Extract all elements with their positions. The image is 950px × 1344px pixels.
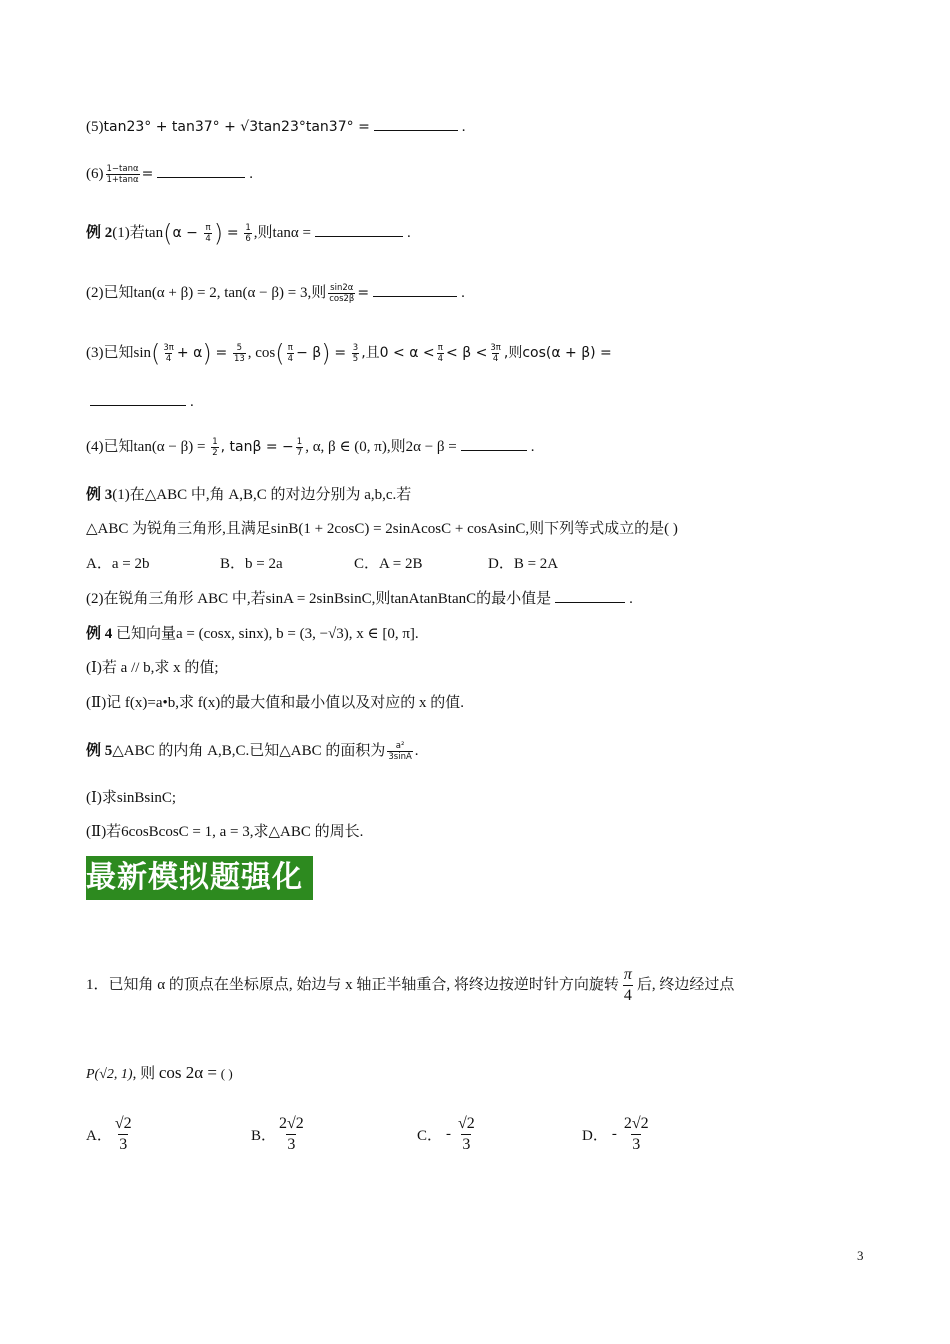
ex2-p3-c2-num: 3π — [490, 343, 501, 354]
q6-num: 1−tanα — [106, 164, 139, 175]
ex4-p2: (Ⅱ)记 f(x)=a•b,求 f(x)的最大值和最小值以及对应的 x 的值. — [86, 695, 465, 711]
answer-blank[interactable] — [374, 116, 458, 131]
q1-option-c-den: 3 — [462, 1136, 471, 1153]
question-6 — [86, 163, 253, 185]
q1-option-a-label: A． — [86, 1128, 112, 1144]
ex2-p1-vden: 6 — [245, 234, 251, 245]
q1-option-c-label: C． — [417, 1128, 443, 1144]
ex2-p2-den: cos2β — [329, 294, 355, 305]
answer-blank[interactable] — [315, 222, 403, 237]
ex5-den: 3sinA — [388, 752, 412, 763]
ex2-p1-pre: (1)若tan — [112, 225, 164, 241]
ex2-p4-d1: 2 — [212, 448, 218, 459]
ex2-p1-eq: = — [226, 225, 239, 241]
ex2-p1-fnum: π — [205, 223, 211, 234]
q6-den: 1+tanα — [106, 175, 139, 186]
example-2-part-1: 例 2(1)若tan(α − $\frac{\pi}{4}$ ) = $\frac{1}{6}$ ,则tanα = . — [86, 219, 411, 248]
q1-option-d-label: D． — [582, 1128, 608, 1144]
example-2-part-2 — [86, 282, 465, 304]
example-3-part-1 — [86, 484, 411, 506]
q1-option-a-den: 3 — [119, 1136, 128, 1153]
example-2-part-3: (3)已知sin( $\frac{3\pi}{4}$ + α) = $\frac{5}{13}$ , cos( $\frac{\pi}{4}$ − β) = $\frac{3}{5}$ ,且0 < α < $\frac{\pi}{4}$ < β < $\frac{3\pi}{4}$ ,则cos(α + β) = — [86, 339, 612, 368]
q6-end: . — [249, 166, 254, 182]
ex2-p4-tail: , α, β ∈ (0, π),则2α − β = — [305, 439, 457, 455]
question-5 — [86, 116, 466, 138]
ex2-p3-eq1: = — [215, 345, 228, 361]
ex2-p3-a-rest: + α — [176, 345, 203, 361]
ex2-p3-v1-num: 5 — [236, 343, 243, 354]
q1-option-b-num: 2√2 — [279, 1115, 304, 1132]
ex2-p4-mid: , tanβ = − — [220, 439, 294, 455]
example-4 — [86, 623, 419, 645]
ex2-p3-v2-den: 5 — [352, 354, 359, 365]
q6-eq: = — [141, 166, 154, 182]
example-5-title: 例 5 — [86, 743, 113, 759]
ex5-text: △ABC 的内角 A,B,C.已知△ABC 的面积为 — [112, 743, 386, 759]
example-2-part-4 — [86, 436, 535, 458]
q5-label: (5) — [86, 119, 104, 135]
ex2-p4-n1: 1 — [212, 437, 218, 448]
q5-end: . — [461, 119, 466, 135]
ex5-end: . — [414, 743, 419, 759]
section-banner: 最新模拟题强化 — [86, 856, 313, 900]
ex2-p2-pre: (2)已知tan(α + β) = 2, tan(α − β) = 3,则 — [86, 285, 327, 301]
ex2-p1-then: ,则tanα = — [253, 225, 311, 241]
q1-option-b-label: B． — [251, 1128, 277, 1144]
example-4-part-2 — [86, 692, 464, 714]
ex2-p2-eq: = — [357, 285, 370, 301]
question-1 — [86, 960, 734, 1010]
q1-option-d[interactable] — [582, 1114, 652, 1155]
ex2-p4-n2: 1 — [296, 437, 303, 448]
ex2-p2-num: sin2α — [330, 283, 354, 294]
ex2-p4-pre: (4)已知tan(α − β) = — [86, 439, 206, 455]
example-5-part-2 — [86, 821, 363, 843]
ex3-p2: (2)在锐角三角形 ABC 中,若sinA = 2sinBsinC,则tanAtanBtanC的最小值是 — [86, 591, 552, 607]
ex2-p3-a-den: 4 — [165, 354, 172, 365]
ex2-p1-vnum: 1 — [245, 223, 251, 234]
ex2-p3-a-num: 3π — [163, 343, 174, 354]
example-3-title: 例 3 — [86, 487, 113, 503]
ex2-p3-b-rest: − β — [296, 345, 322, 361]
ex2-p1-end: . — [406, 225, 411, 241]
answer-blank[interactable] — [373, 282, 457, 297]
ex4-p1: (Ⅰ)若 a // b,求 x 的值; — [86, 660, 219, 676]
q1-option-d-sign: - — [611, 1126, 617, 1142]
ex2-p3-b-num: π — [287, 343, 293, 354]
q1-paren: ( ) — [220, 1066, 233, 1081]
example-3-part-2 — [86, 588, 633, 610]
example-2-part-3-answer — [86, 391, 194, 413]
ex2-p4-end: . — [530, 439, 535, 455]
ex3-p1a: (1)在△ABC 中,角 A,B,C 的对边分别为 a,b,c.若 — [112, 487, 412, 503]
q1-rot-num: π — [623, 965, 632, 983]
option-d[interactable]: D．B = 2A — [488, 556, 559, 572]
q1-option-a[interactable] — [86, 1114, 135, 1155]
q1-expr: cos 2α = — [158, 1063, 217, 1082]
example-3-options — [86, 553, 608, 575]
example-5-part-1 — [86, 787, 176, 809]
ex2-p3-c1-num: π — [437, 343, 443, 354]
example-3-part-1-cont — [86, 518, 678, 540]
ex2-p3-pre: (3)已知sin — [86, 345, 151, 361]
q1-option-c[interactable] — [417, 1114, 478, 1155]
q1-option-a-num: √2 — [114, 1115, 132, 1132]
q1-text-a: 1．已知角 α 的顶点在坐标原点, 始边与 x 轴正半轴重合, 将终边按逆时针方向旋转 — [86, 977, 619, 993]
q1-rot-den: 4 — [623, 986, 632, 1004]
answer-blank[interactable] — [555, 588, 625, 603]
example-4-title: 例 4 — [86, 626, 113, 642]
q6-fraction — [106, 164, 140, 185]
example-2-title: 例 2 — [86, 225, 113, 241]
q5-expr: tan23° + tan37° + √3tan23°tan37° = — [103, 119, 370, 135]
ex2-p3-b-den: 4 — [287, 354, 294, 365]
ex2-p3-tail: ,则cos(α + β) = — [503, 345, 612, 361]
q1-point: P(√2, 1) — [86, 1067, 133, 1082]
q1-text-b: 后, 终边经过点 — [636, 977, 735, 993]
q1-option-c-num: √2 — [458, 1115, 475, 1132]
ex3-p2-end: . — [629, 591, 633, 607]
option-a[interactable]: A．a = 2b — [86, 556, 150, 572]
answer-blank[interactable] — [461, 436, 527, 451]
answer-blank[interactable] — [90, 391, 186, 406]
ex2-p4-d2: 7 — [296, 448, 303, 459]
ex3-p1b: △ABC 为锐角三角形,且满足sinB(1 + 2cosC) = 2sinAcosC + cosAsinC,则下列等式成立的是( ) — [86, 521, 678, 537]
option-b[interactable]: B．b = 2a — [220, 556, 283, 572]
q1-option-d-num: 2√2 — [623, 1115, 649, 1132]
ex2-p1-fden: 4 — [205, 234, 211, 245]
ex2-p3-mid: < β < — [446, 345, 488, 361]
answer-blank[interactable] — [157, 163, 245, 178]
q1-then: , 则 — [132, 1066, 156, 1082]
ex2-p3-cos: , cos — [247, 345, 276, 361]
ex2-p3-c2-den: 4 — [492, 354, 499, 365]
ex5-p2: (Ⅱ)若6cosBcosC = 1, a = 3,求△ABC 的周长. — [86, 824, 364, 840]
ex2-p3-end: . — [190, 394, 194, 410]
ex2-p3-v1-den: 13 — [233, 354, 245, 365]
q6-label: (6) — [86, 166, 104, 182]
option-c[interactable]: C．A = 2B — [354, 556, 423, 572]
question-1-cont — [86, 1062, 233, 1086]
ex5-num: a² — [395, 741, 405, 752]
ex2-p2-end: . — [461, 285, 465, 301]
q1-option-b[interactable] — [251, 1114, 307, 1155]
ex2-p3-v2-num: 3 — [352, 343, 359, 354]
ex4-text: 已知向量a = (cosx, sinx), b = (3, −√3), x ∈ [0, π]. — [116, 626, 419, 642]
q1-option-c-sign: - — [446, 1126, 452, 1142]
ex2-p3-c1-den: 4 — [437, 354, 444, 365]
ex2-p3-eq2: = — [334, 345, 347, 361]
ex5-p1: (Ⅰ)求sinBsinC; — [86, 790, 177, 806]
ex2-p1-inner: α − — [172, 225, 203, 241]
q1-option-b-den: 3 — [287, 1136, 296, 1153]
page-number: 3 — [857, 1248, 864, 1263]
example-4-part-1 — [86, 657, 219, 679]
q1-option-d-den: 3 — [632, 1136, 641, 1153]
ex2-p3-cond: ,且0 < α < — [361, 345, 435, 361]
example-5 — [86, 740, 419, 762]
